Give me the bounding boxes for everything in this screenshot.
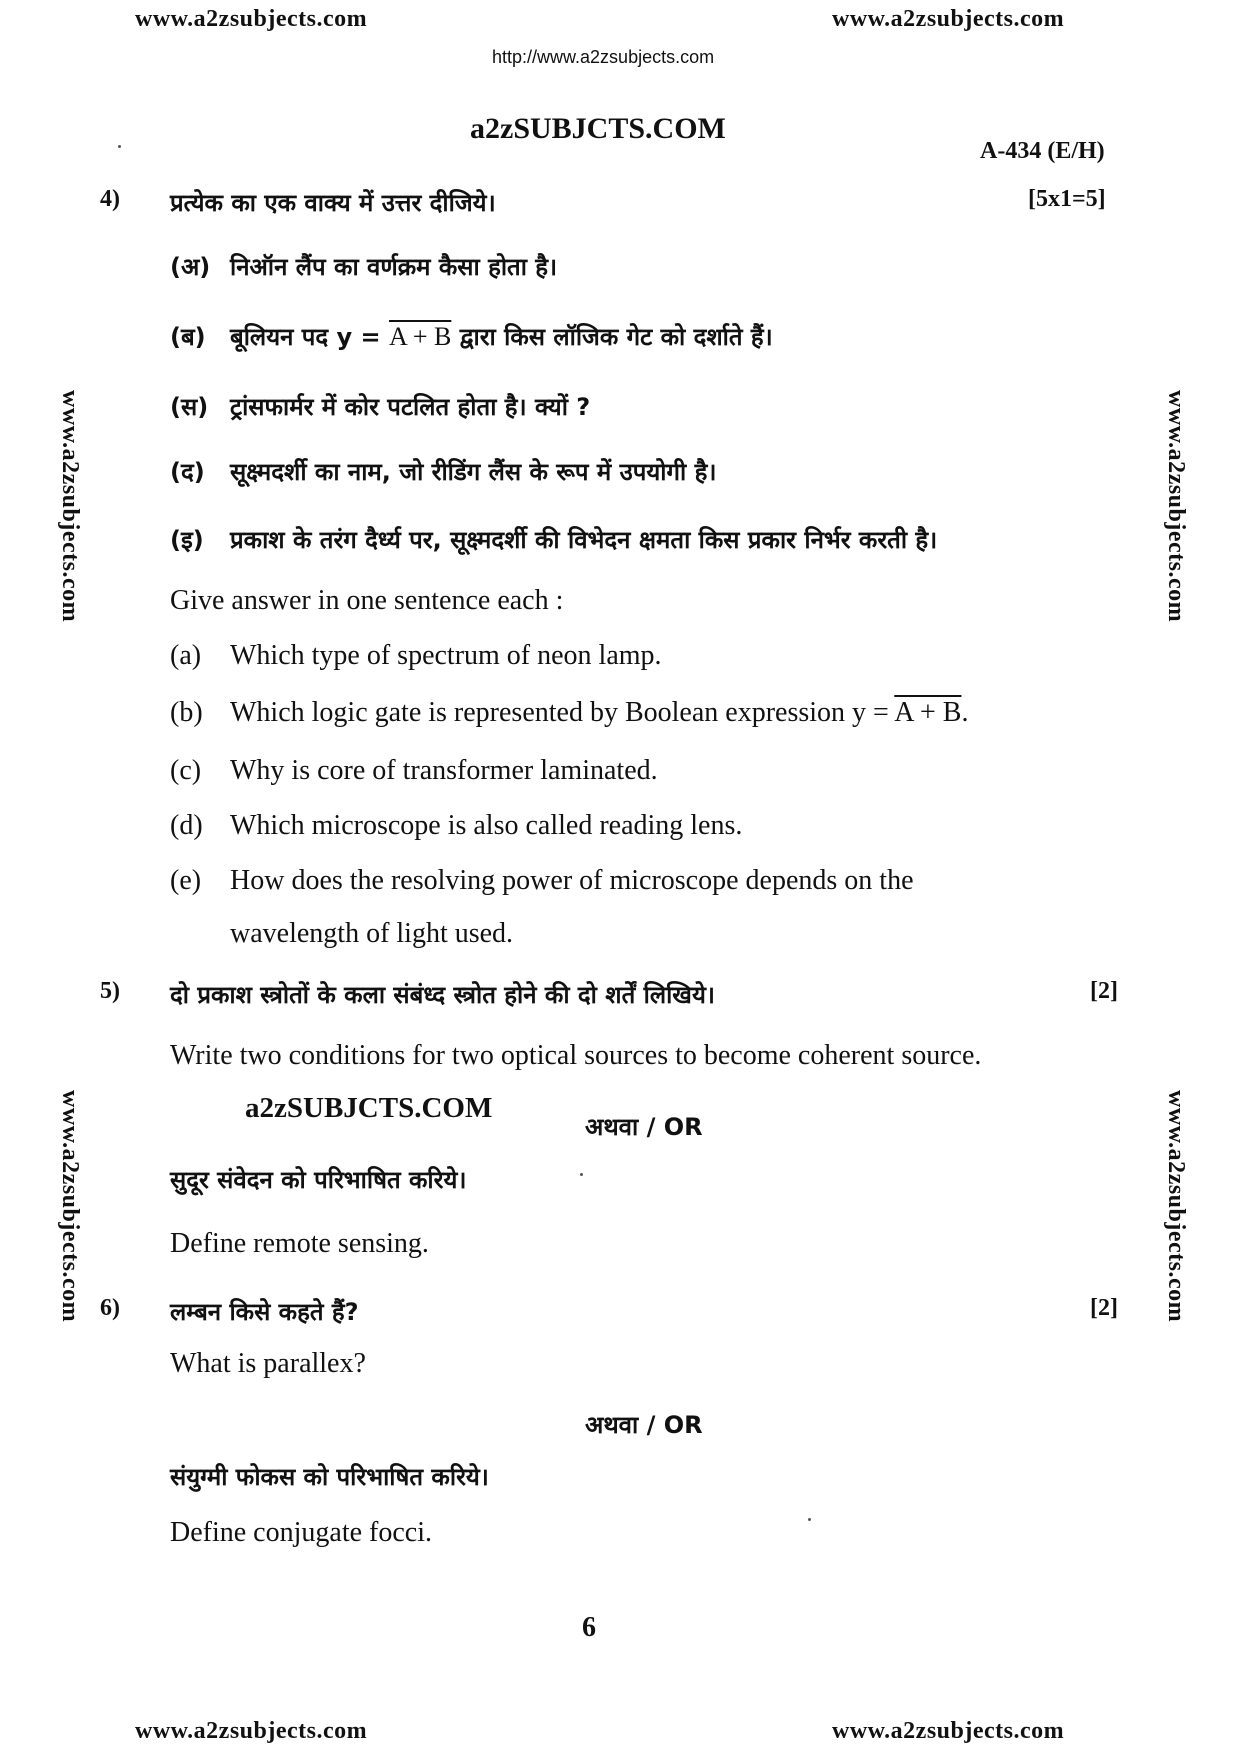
part-text-pre: बूलियन पद y =	[230, 323, 389, 351]
question-4-marks: [5x1=5]	[1028, 186, 1106, 212]
header-watermark-right: www.a2zsubjects.com	[832, 6, 1065, 32]
part-text-pre: Which logic gate is represented by Boolean expression y =	[230, 697, 895, 728]
part-text: Which microscope is also called reading lens.	[230, 810, 743, 841]
part-label: (द)	[170, 458, 205, 486]
side-watermark-left-upper: www.a2zsubjects.com	[57, 390, 83, 623]
side-watermark-right-lower: www.a2zsubjects.com	[1163, 1090, 1189, 1323]
brand-watermark-top: a2zSUBJCTS.COM	[470, 112, 726, 145]
question-6-hindi: लम्बन किसे कहते हैं?	[170, 1298, 359, 1326]
question-4-part-e-continuation: wavelength of light used.	[230, 918, 514, 949]
boolean-expression: A + B	[894, 697, 962, 728]
question-6-alt-english: Define conjugate focci.	[170, 1517, 432, 1548]
header-watermark-left: www.a2zsubjects.com	[135, 6, 368, 32]
page-number: 6	[582, 1612, 596, 1643]
speck	[808, 1518, 811, 1521]
question-5-or-separator: अथवा / OR	[585, 1113, 703, 1141]
question-6-alt-hindi: संयुग्मी फोकस को परिभाषित करिये।	[170, 1463, 489, 1491]
boolean-expression: A + B	[388, 322, 452, 351]
paper-code: A-434 (E/H)	[980, 138, 1105, 164]
question-4-part-b-hindi	[170, 320, 773, 353]
part-text: Why is core of transformer laminated.	[230, 755, 658, 786]
brand-watermark-middle: a2zSUBJCTS.COM	[245, 1092, 493, 1124]
footer-watermark-left: www.a2zsubjects.com	[135, 1718, 368, 1744]
speck	[118, 145, 121, 148]
question-4-part-b-english	[170, 697, 968, 729]
question-4-number: 4)	[100, 186, 120, 212]
part-label: (b)	[170, 697, 203, 728]
header-url: http://www.a2zsubjects.com	[492, 47, 715, 67]
question-6-or-separator: अथवा / OR	[585, 1411, 703, 1439]
part-text: How does the resolving power of microscope depends on the	[230, 865, 914, 896]
footer-watermark-right: www.a2zsubjects.com	[832, 1718, 1065, 1744]
part-label: (ब)	[170, 323, 206, 351]
side-watermark-left-lower: www.a2zsubjects.com	[57, 1090, 83, 1323]
question-4-part-d-hindi	[170, 455, 716, 488]
question-4-part-a-english	[170, 640, 662, 672]
part-text: प्रकाश के तरंग दैर्ध्य पर, सूक्ष्मदर्शी की विभेदन क्षमता किस प्रकार निर्भर करती है।	[230, 526, 938, 554]
question-4-part-d-english	[170, 810, 742, 842]
part-label: (e)	[170, 865, 202, 896]
question-4-part-a-hindi	[170, 250, 557, 283]
part-text: निऑन लैंप का वर्णक्रम कैसा होता है।	[230, 253, 558, 281]
question-5-alt-hindi: सुदूर संवेदन को परिभाषित करिये।	[170, 1166, 467, 1194]
part-text-post: .	[961, 697, 969, 728]
part-text: ट्रांसफार्मर में कोर पटलित होता है। क्यों ?	[230, 393, 591, 421]
question-6-marks: [2]	[1090, 1295, 1118, 1321]
question-4-part-c-english	[170, 755, 658, 787]
question-4-part-e-english	[170, 865, 914, 897]
question-5-number: 5)	[100, 978, 120, 1004]
question-6-number: 6)	[100, 1295, 120, 1321]
question-4-hindi-title: प्रत्येक का एक वाक्य में उत्तर दीजिये।	[170, 189, 496, 217]
question-5-english: Write two conditions for two optical sources to become coherent source.	[170, 1040, 982, 1071]
part-text-post: द्वारा किस लॉजिक गेट को दर्शाते हैं।	[451, 323, 773, 351]
part-label: (a)	[170, 640, 202, 671]
question-4-english-title: Give answer in one sentence each :	[170, 585, 564, 616]
question-4-part-e-hindi	[170, 523, 937, 556]
speck	[580, 1173, 583, 1176]
part-label: (इ)	[170, 526, 204, 554]
question-4-part-c-hindi	[170, 390, 590, 423]
part-text: Which type of spectrum of neon lamp.	[230, 640, 662, 671]
question-6-english: What is parallex?	[170, 1348, 366, 1379]
part-label: (स)	[170, 393, 209, 421]
part-label: (c)	[170, 755, 202, 786]
question-5-marks: [2]	[1090, 978, 1118, 1004]
question-5-hindi: दो प्रकाश स्त्रोतों के कला संबंध्द स्त्रोत होने की दो शर्तें लिखिये।	[170, 981, 715, 1009]
part-text: सूक्ष्मदर्शी का नाम, जो रीडिंग लैंस के रूप में उपयोगी है।	[230, 458, 717, 486]
part-label: (d)	[170, 810, 203, 841]
part-label: (अ)	[170, 253, 211, 281]
side-watermark-right-upper: www.a2zsubjects.com	[1163, 390, 1189, 623]
question-5-alt-english: Define remote sensing.	[170, 1228, 429, 1259]
